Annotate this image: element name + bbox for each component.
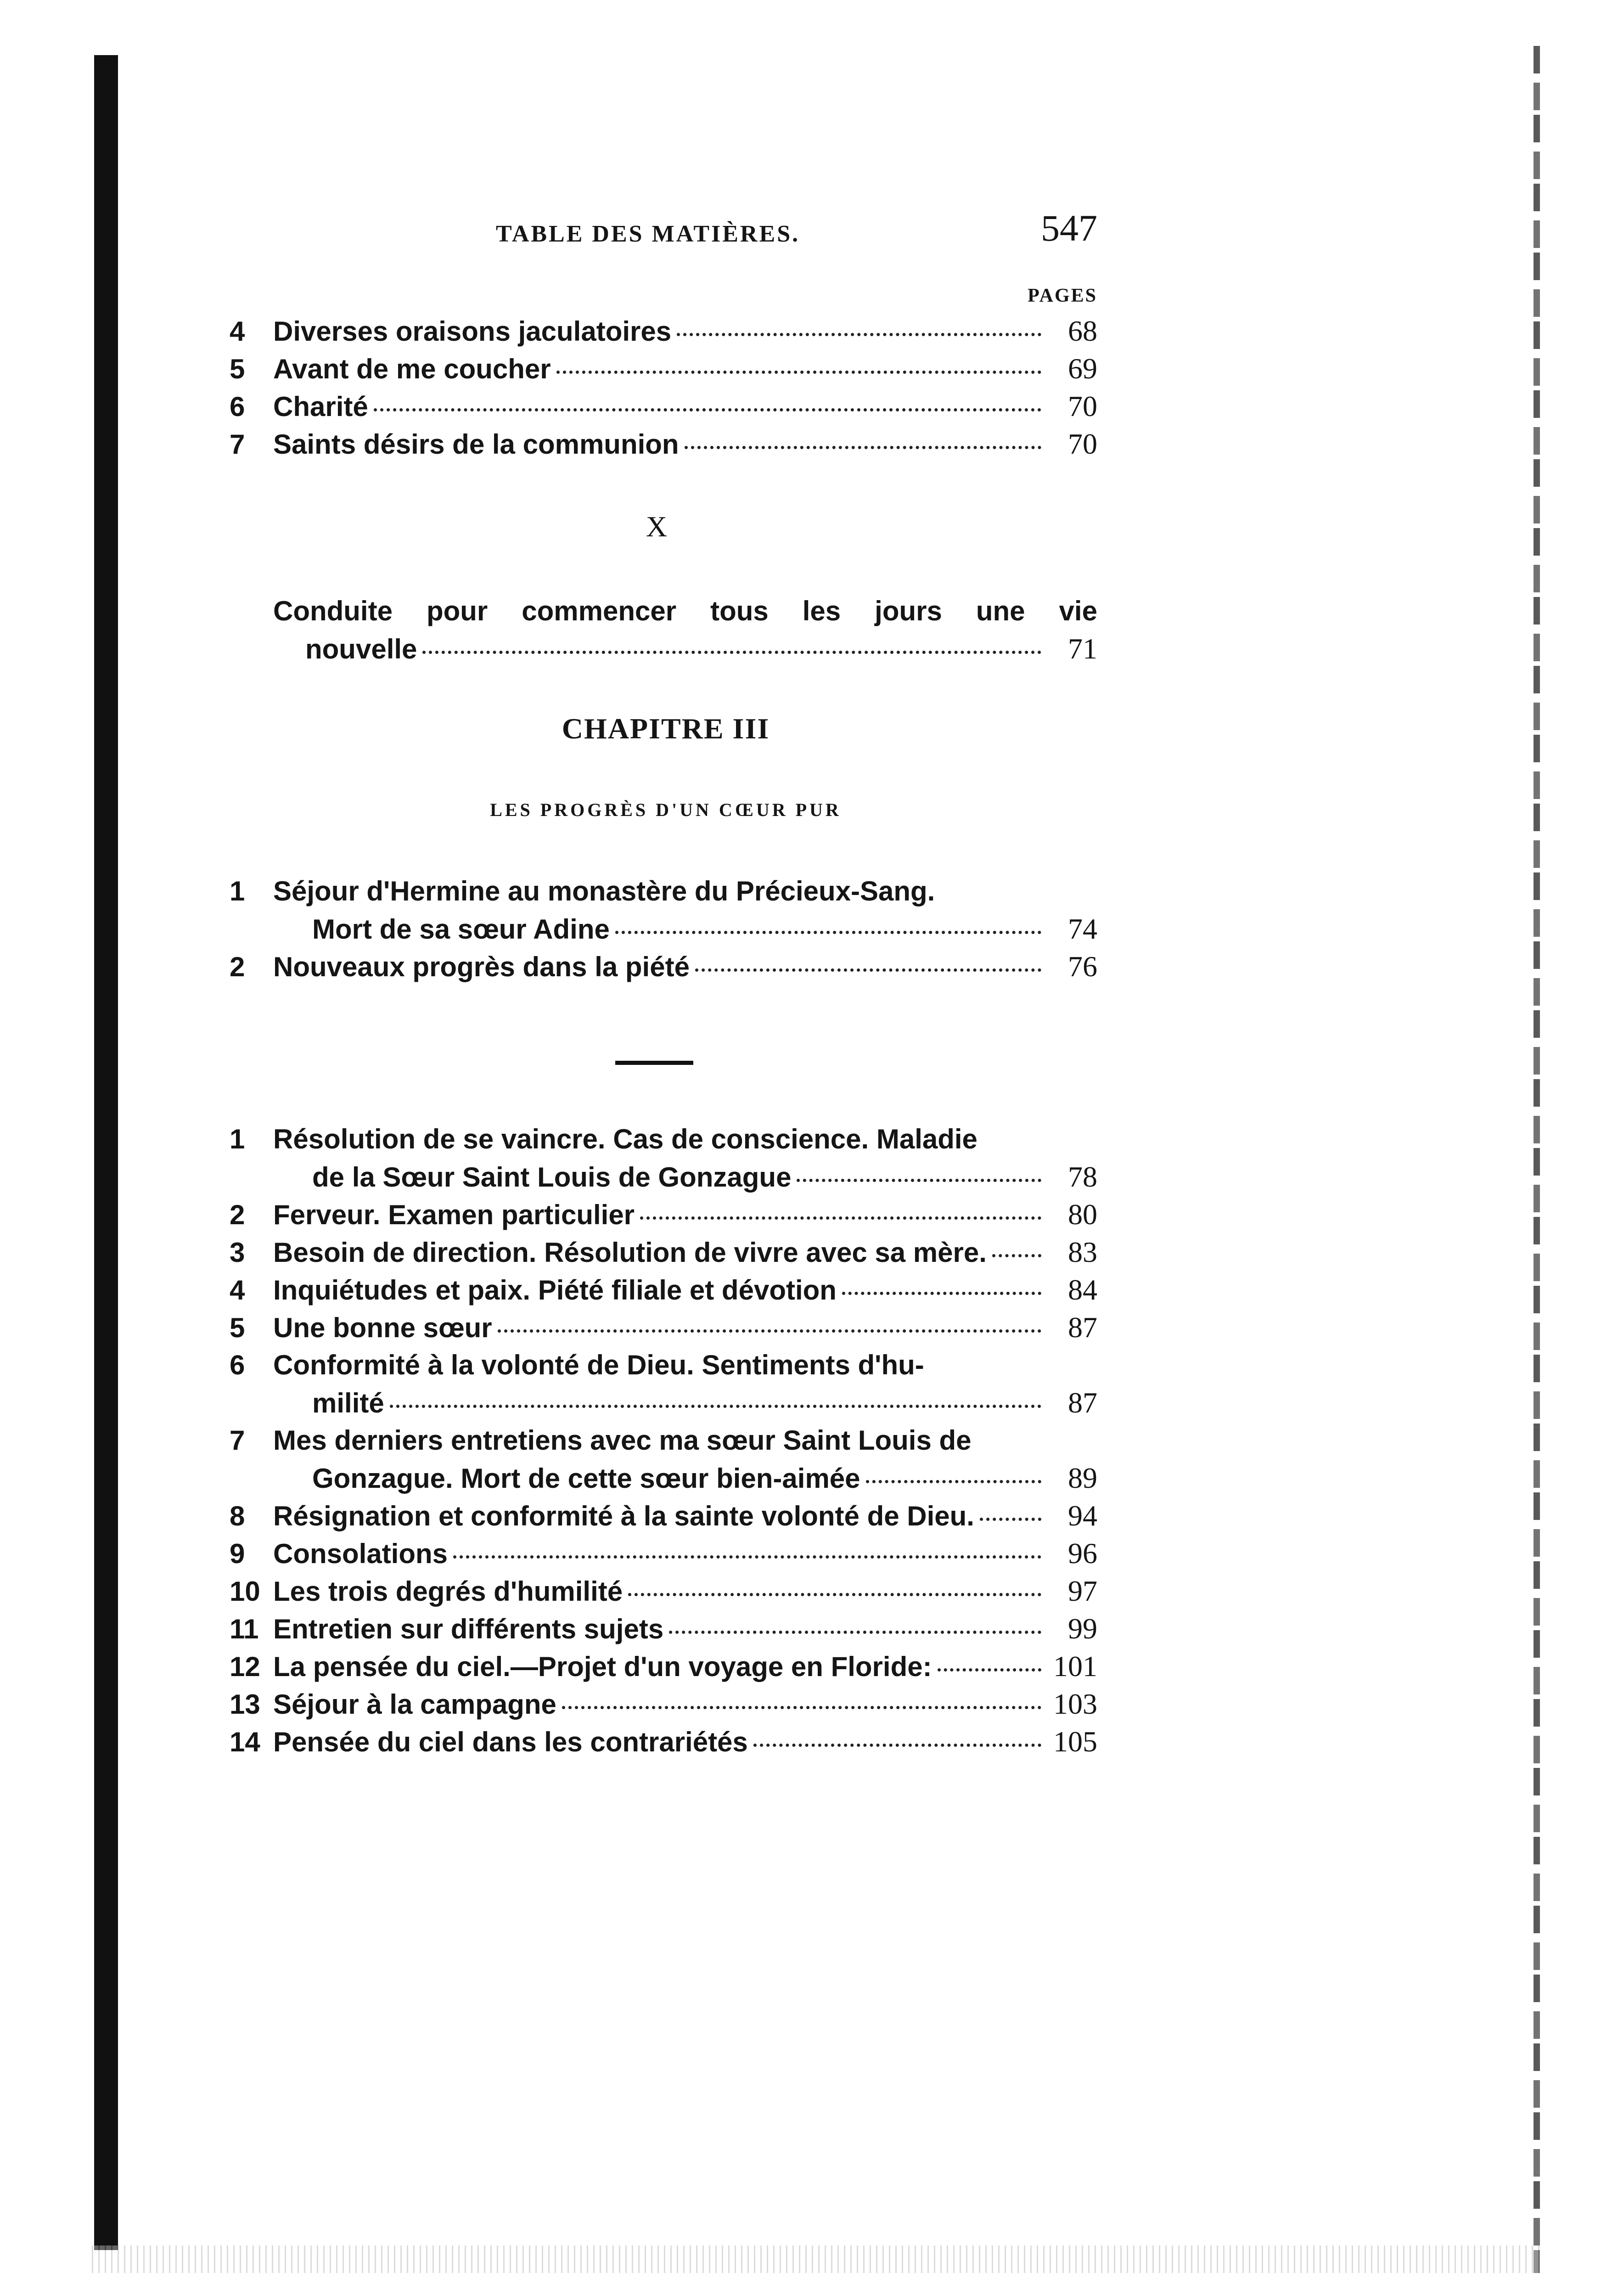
entry-title: Avant de me coucher [273, 354, 551, 384]
entry-number: 9 [230, 1538, 245, 1569]
toc-entry [230, 1610, 1097, 1648]
chapter-subtitle: LES PROGRÈS D'UN CŒUR PUR [490, 799, 842, 820]
page-number: 547 [1041, 207, 1097, 249]
entry-title: Ferveur. Examen particulier [273, 1199, 635, 1230]
entry-page: 71 [1068, 632, 1097, 665]
entry-title: nouvelle [305, 634, 417, 664]
toc-entry [230, 312, 1097, 350]
entry-page: 97 [1068, 1575, 1097, 1607]
dot-leader [562, 1706, 1041, 1709]
dot-leader [938, 1668, 1041, 1671]
entry-page: 74 [1068, 912, 1097, 945]
entry-number: 5 [230, 354, 245, 384]
entry-number: 14 [230, 1727, 260, 1757]
entry-word: une [976, 596, 1025, 626]
entry-title: Les trois degrés d'humilité [273, 1576, 623, 1607]
dot-leader [628, 1593, 1041, 1596]
dot-leader [374, 408, 1041, 411]
pages-column-label: PAGES [1028, 285, 1097, 306]
section-separator [615, 1061, 693, 1065]
entry-title: Consolations [273, 1538, 448, 1569]
entry-number: 1 [230, 876, 245, 906]
scan-noise [92, 2245, 1543, 2273]
toc-section-2 [230, 872, 1097, 985]
dot-leader [695, 968, 1041, 972]
dot-leader [453, 1555, 1041, 1559]
entry-page: 87 [1068, 1386, 1097, 1419]
toc-entry [230, 1572, 1097, 1610]
entry-title: de la Sœur Saint Louis de Gonzague [312, 1162, 792, 1193]
entry-word: Conduite [273, 596, 393, 626]
entry-page: 69 [1068, 352, 1097, 385]
entry-word: les [802, 596, 841, 626]
entry-title: Diverses oraisons jaculatoires [273, 316, 672, 347]
toc-entry [230, 1346, 1097, 1384]
entry-title: Inquiétudes et paix. Piété filiale et dévotion [273, 1275, 837, 1306]
toc-section-3 [230, 1120, 1097, 1761]
entry-page: 68 [1068, 315, 1097, 347]
entry-title: Entretien sur différents sujets [273, 1614, 664, 1644]
entry-page: 78 [1068, 1160, 1097, 1193]
toc-entry [230, 425, 1097, 463]
entry-number: 2 [230, 1199, 245, 1230]
entry-title: Une bonne sœur [273, 1312, 492, 1343]
dot-leader [797, 1179, 1041, 1182]
entry-number: 12 [230, 1651, 260, 1682]
entry-number: 7 [230, 1425, 245, 1456]
entry-number: 4 [230, 1275, 245, 1306]
entry-page: 70 [1068, 428, 1097, 460]
dot-leader [992, 1254, 1041, 1257]
toc-entry [230, 872, 1097, 910]
toc-entry [230, 388, 1097, 425]
entry-title: milité [312, 1388, 384, 1418]
entry-page: 80 [1068, 1198, 1097, 1231]
entry-title: Nouveaux progrès dans la piété [273, 951, 690, 982]
toc-entry [230, 1648, 1097, 1685]
entry-title: Saints désirs de la communion [273, 429, 679, 460]
entry-page: 105 [1053, 1725, 1097, 1758]
entry-title: Résolution de se vaincre. Cas de conscience. Maladie [273, 1124, 977, 1154]
toc-entry [230, 1422, 1097, 1459]
entry-word: jours [875, 596, 942, 626]
entry-title: Conformité à la volonté de Dieu. Sentiments d'hu- [273, 1350, 924, 1380]
dot-leader [677, 333, 1041, 336]
dot-leader [615, 931, 1041, 934]
entry-title: Mort de sa sœur Adine [312, 914, 610, 945]
entry-title: Gonzague. Mort de cette sœur bien-aimée [312, 1463, 860, 1494]
dot-leader [753, 1744, 1041, 1747]
toc-entry [230, 1497, 1097, 1535]
entry-number: 5 [230, 1312, 245, 1343]
entry-page: 76 [1068, 950, 1097, 983]
toc-entry-continuation [230, 1459, 1097, 1497]
entry-page: 70 [1068, 390, 1097, 422]
dot-leader [980, 1518, 1041, 1521]
toc-entry [230, 1685, 1097, 1723]
toc-entry [230, 350, 1097, 388]
entry-number: 1 [230, 1124, 245, 1154]
toc-section-1 [230, 312, 1097, 463]
entry-title: La pensée du ciel.—Projet d'un voyage en Floride: [273, 1651, 932, 1682]
entry-number: 6 [230, 1350, 245, 1380]
entry-title: Séjour d'Hermine au monastère du Précieux-Sang. [273, 876, 935, 906]
entry-word: commencer [522, 596, 677, 626]
entry-word: pour [426, 596, 488, 626]
entry-title: Charité [273, 391, 368, 422]
entry-page: 84 [1068, 1273, 1097, 1306]
entry-page: 103 [1053, 1688, 1097, 1720]
toc-entry-continuation [230, 1158, 1097, 1196]
entry-number: 11 [230, 1614, 259, 1644]
entry-page: 96 [1068, 1537, 1097, 1570]
dot-leader [556, 371, 1041, 374]
entry-word: vie [1059, 596, 1097, 626]
toc-entry [230, 1271, 1097, 1309]
dot-leader [390, 1405, 1041, 1408]
toc-entry-continuation [230, 1384, 1097, 1422]
toc-entry [230, 1723, 1097, 1761]
entry-word: tous [710, 596, 769, 626]
section-heading-x: X [646, 510, 668, 543]
dot-leader [498, 1329, 1041, 1333]
dot-leader [422, 651, 1041, 654]
dot-leader [866, 1480, 1041, 1483]
entry-page: 101 [1053, 1650, 1097, 1683]
entry-number: 7 [230, 429, 245, 460]
entry-page: 99 [1068, 1612, 1097, 1645]
toc-entry [230, 1309, 1097, 1346]
entry-title-line [273, 630, 1097, 668]
entry-page: 89 [1068, 1462, 1097, 1494]
entry-title: Séjour à la campagne [273, 1689, 556, 1720]
entry-page: 83 [1068, 1236, 1097, 1268]
entry-page: 94 [1068, 1499, 1097, 1532]
entry-number: 6 [230, 391, 245, 422]
entry-title: Mes derniers entretiens avec ma sœur Saint Louis de [273, 1425, 972, 1456]
entry-number: 3 [230, 1237, 245, 1268]
entry-number: 8 [230, 1501, 245, 1531]
entry-number: 13 [230, 1689, 260, 1720]
page-edge [1534, 46, 1540, 2273]
entry-number: 2 [230, 951, 245, 982]
entry-number: 4 [230, 316, 245, 347]
chapter-heading: CHAPITRE III [562, 712, 770, 745]
toc-entry [230, 1196, 1097, 1233]
toc-entry [230, 1233, 1097, 1271]
toc-entry [230, 948, 1097, 985]
toc-entry-conduite [273, 592, 1097, 668]
toc-entry [230, 1120, 1097, 1158]
dot-leader [842, 1292, 1041, 1295]
toc-entry-continuation [230, 910, 1097, 948]
entry-title: Pensée du ciel dans les contrariétés [273, 1727, 748, 1757]
running-title: TABLE DES MATIÈRES. [496, 221, 800, 247]
dot-leader [669, 1631, 1041, 1634]
entry-number: 10 [230, 1576, 260, 1607]
entry-title: Résignation et conformité à la sainte volonté de Dieu. [273, 1501, 974, 1531]
entry-title: Besoin de direction. Résolution de vivre avec sa mère. [273, 1237, 987, 1268]
dot-leader [685, 446, 1041, 449]
entry-page: 87 [1068, 1311, 1097, 1344]
dot-leader [640, 1216, 1041, 1220]
page-header [491, 207, 1097, 262]
toc-entry [230, 1535, 1097, 1572]
binding-edge [94, 55, 118, 2250]
entry-title-line [273, 592, 1097, 630]
